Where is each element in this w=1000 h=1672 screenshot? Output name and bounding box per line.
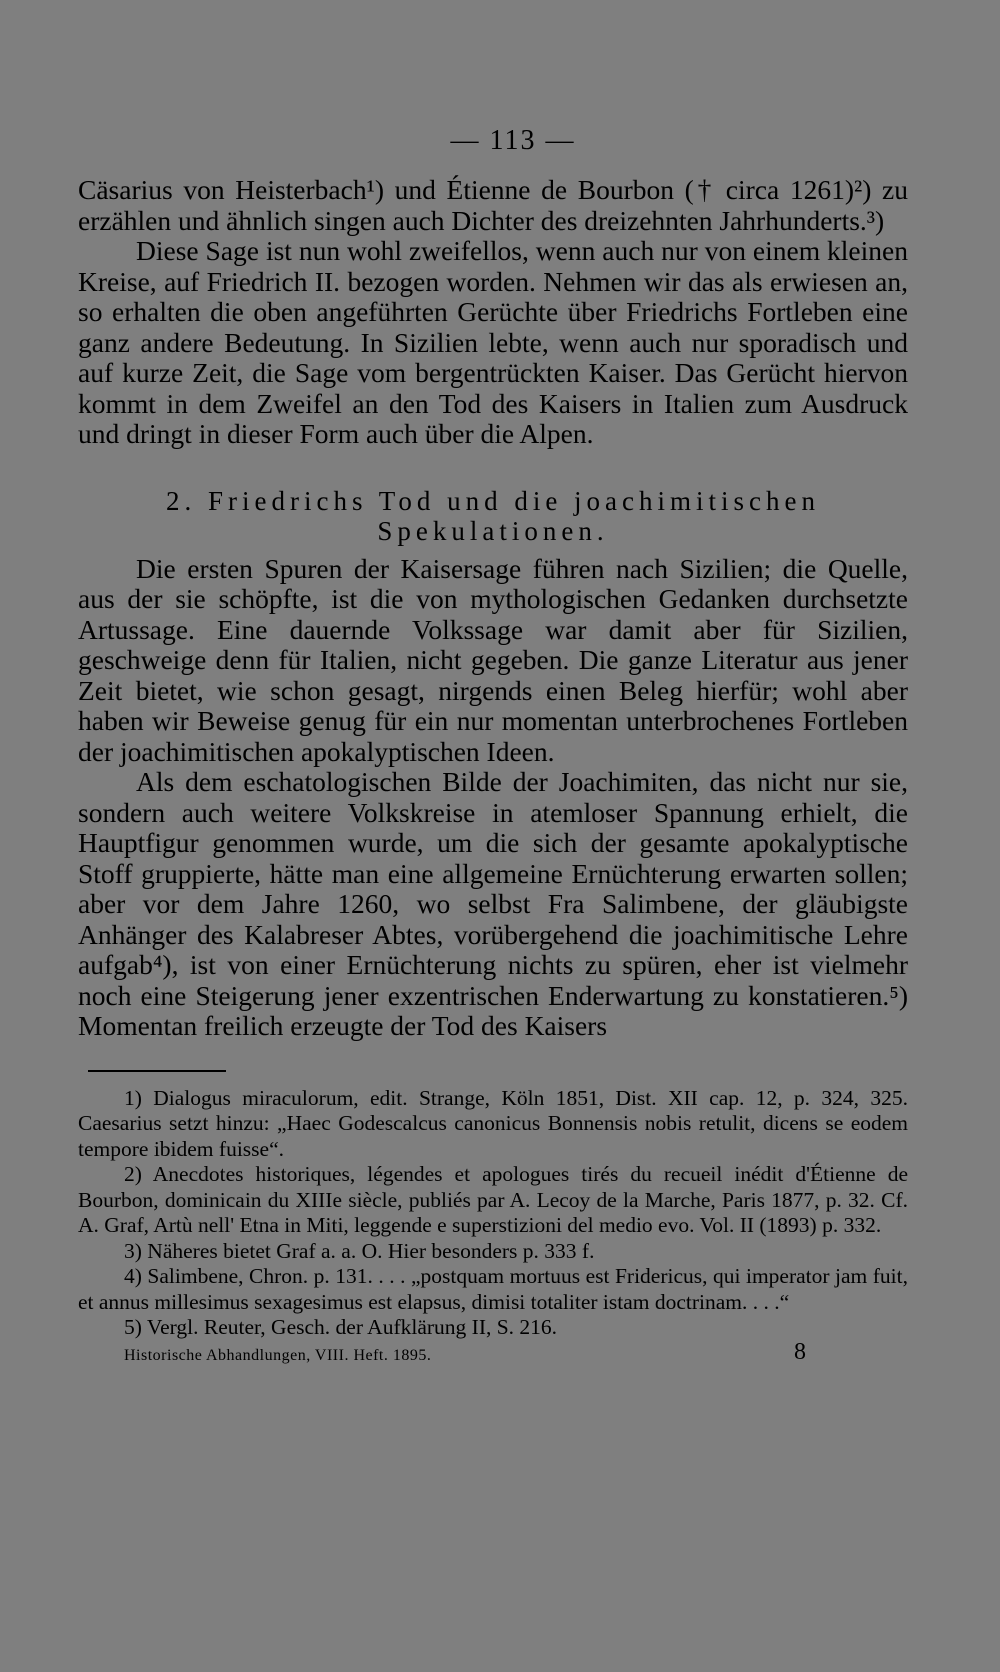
footnote-divider	[88, 1070, 226, 1072]
footnote-text: Anecdotes historiques, légendes et apologues tirés du recueil inédit d'Étienne de Bourbon, dominicain du XIIIe siècle, publiés par A. Lecoy de la Marche, Paris 1877, p. 32. Cf. A. Graf, Artù nell' Etna in Miti, leggende e superstizioni del medio evo. Vol. II (1893) p. 332.	[78, 1162, 908, 1237]
footnote-1	[78, 1086, 908, 1163]
paragraph-4: Als dem eschatologischen Bilde der Joachimiten, das nicht nur sie, sondern auch weitere Volkskreise in atemloser Spannung erhielt, die Hauptfigur genommen wurde, um die sich der gesamte apokalyptische Stoff gruppierte, hätte man eine allgemeine Ernüchterung erwarten sollen; aber vor dem Jahre 1260, wo selbst Fra Salimbene, der gläubigste Anhänger des Kalabreser Abtes, vorübergehend die joachimitische Lehre aufgab⁴), ist von einer Ernüchterung nichts zu spüren, eher ist vielmehr noch eine Steigerung jener exzentrischen Enderwartung zu konstatieren.⁵) Momentan freilich erzeugte der Tod des Kaisers	[78, 766, 908, 1041]
section-title-line-1: 2. Friedrichs Tod und die joachimitischen	[165, 485, 821, 516]
page-footer	[78, 1338, 908, 1369]
footnotes	[78, 1086, 908, 1341]
paragraph-3: Die ersten Spuren der Kaisersage führen nach Sizilien; die Quelle, aus der sie schöpfte, ist die von mythologischen Gedanken durchsetzte Artussage. Eine dauernde Volkssage war damit aber für Sizilien, geschweige denn für Italien, nicht gegeben. Die ganze Literatur aus jener Zeit bietet, wie schon gesagt, nirgends einen Beleg hierfür; wohl aber haben wir Beweise genug für ein nur momentan unterbrochenes Fortleben der joachimitischen apokalyptischen Ideen.	[78, 552, 908, 767]
footnote-text: Dialogus miraculorum, edit. Strange, Köln 1851, Dist. XII cap. 12, p. 324, 325. Caesarius setzt hinzu: „Haec Godescalcus canonicus Bonnensis nobis retulit, dicens se eodem tempore ibidem fuisse“.	[78, 1085, 908, 1161]
footnote-3	[78, 1239, 908, 1265]
publication-info: Historische Abhandlungen, VIII. Heft. 1895.	[124, 1346, 432, 1364]
footnote-text: Näheres bietet Graf a. a. O. Hier besonders p. 333 f.	[147, 1238, 595, 1263]
footnote-number: 5)	[124, 1315, 142, 1339]
paragraph-2: Diese Sage ist nun wohl zweifellos, wenn auch nur von einem kleinen Kreise, auf Friedrich II. bezogen worden. Nehmen wir das als erwiesen an, so erhalten die oben angeführten Gerüchte über Friedrichs Fortleben eine ganz andere Bedeutung. In Sizilien lebte, wenn auch nur sporadisch und auf kurze Zeit, die Sage vom bergentrückten Kaiser. Das Gerücht hiervon kommt in dem Zweifel an den Tod des Kaisers in Italien zum Ausdruck und dringt in dieser Form auch über die Alpen.	[78, 235, 908, 449]
footnote-text: Salimbene, Chron. p. 131. . . . „postquam mortuus est Fridericus, qui imperator jam fuit, et annus millesimus sexagesimus est elapsus, dimisi totaliter istam doctrinam. . . .“	[78, 1264, 908, 1314]
book-page	[78, 125, 908, 1369]
paragraph-1: Cäsarius von Heisterbach¹) und Étienne de Bourbon († circa 1261)²) zu erzählen und ähnlich singen auch Dichter des dreizehnten Jahrhunderts.³)	[78, 174, 908, 236]
footnote-text: Vergl. Reuter, Gesch. der Aufklärung II, S. 216.	[146, 1315, 558, 1339]
section-title	[78, 486, 908, 546]
footnote-5	[78, 1315, 908, 1341]
footnote-number: 4)	[124, 1264, 142, 1288]
footnote-number: 2)	[124, 1162, 142, 1186]
section-title-line-2: Spekulationen.	[377, 515, 609, 546]
signature-mark: 8	[794, 1338, 806, 1365]
page-number: — 113 —	[450, 125, 576, 156]
footnote-4	[78, 1264, 908, 1315]
footnote-number: 3)	[124, 1238, 142, 1263]
footnote-number: 1)	[124, 1085, 142, 1110]
footnote-2	[78, 1162, 908, 1239]
